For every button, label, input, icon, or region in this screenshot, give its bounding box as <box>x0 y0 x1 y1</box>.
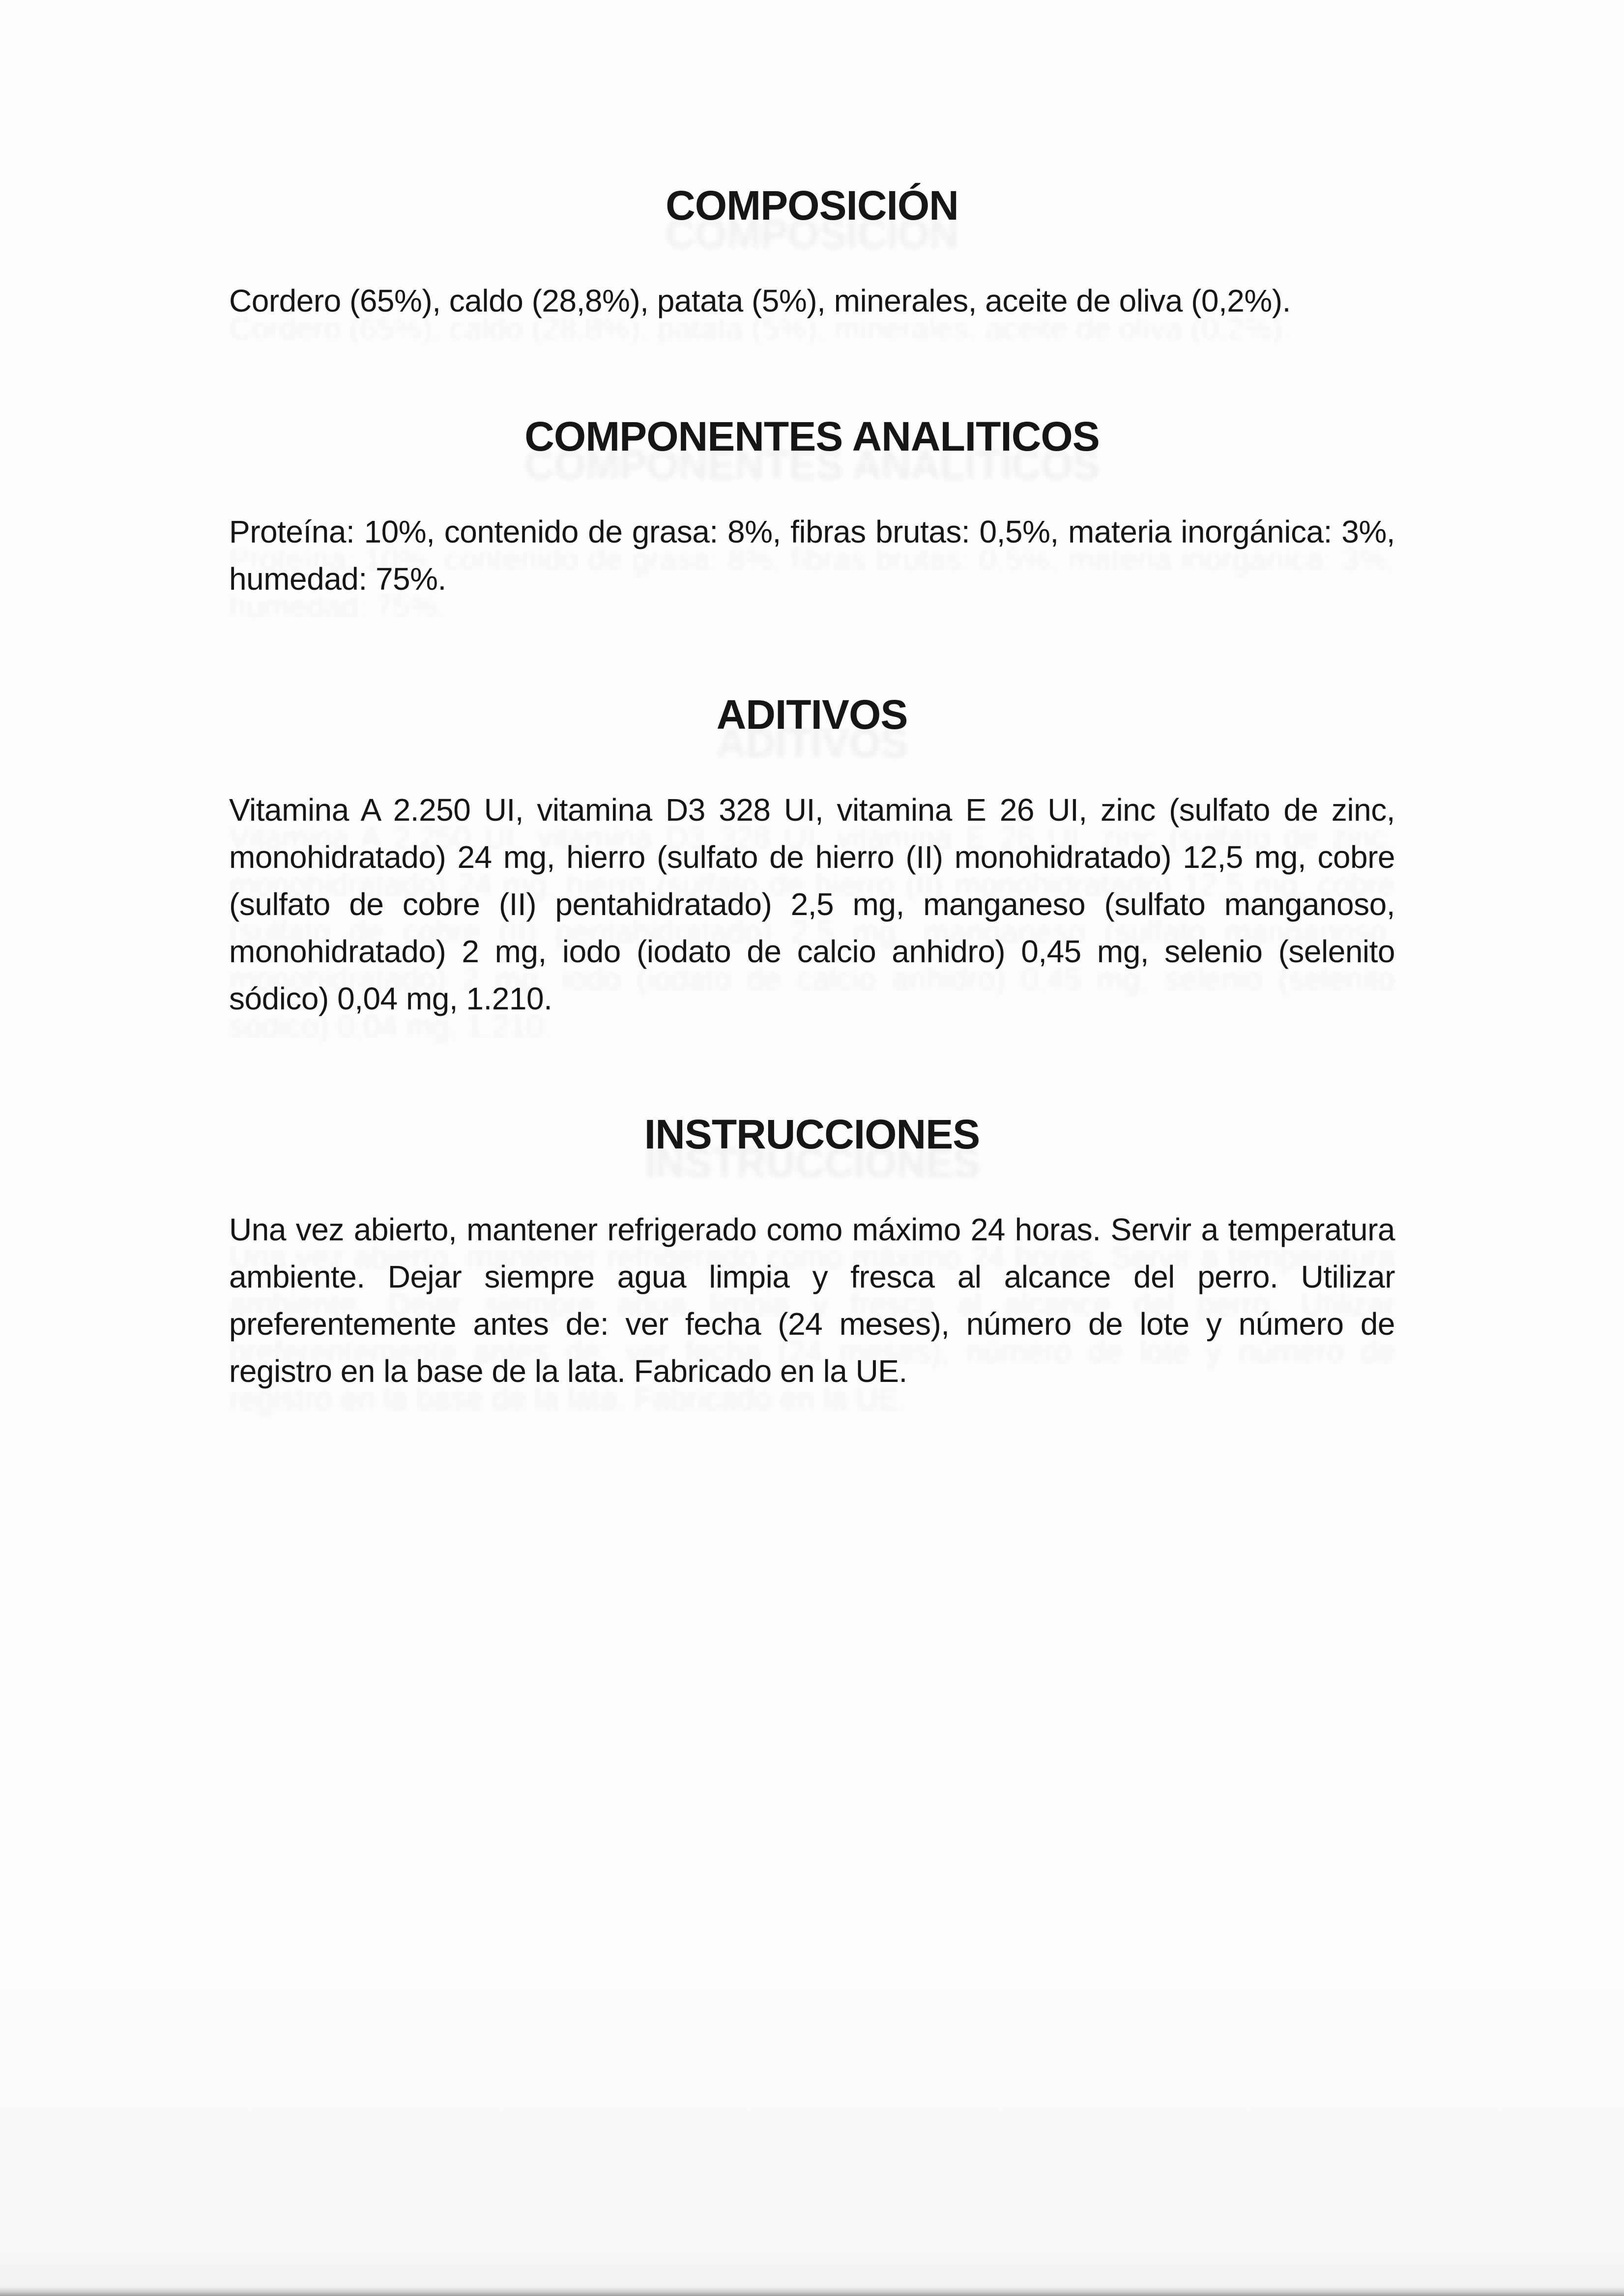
section-heading-componentes-analiticos: COMPONENTES ANALITICOS <box>524 413 1100 459</box>
section-heading-composicion: COMPOSICIÓN <box>666 182 958 229</box>
section-body-instrucciones: Una vez abierto, mantener refrigerado como máximo 24 horas. Servir a temperatura ambiente. Dejar siempre agua limpia y fresca al alcance del perro. Utilizar preferentemente antes de: ver fecha (24 meses), número de lote y número de registro en la base de la lata. Fabricado en la UE. <box>229 1212 1395 1389</box>
section-componentes-analiticos <box>229 412 1395 603</box>
section-heading-aditivos: ADITIVOS <box>716 691 908 738</box>
section-body-aditivos: Vitamina A 2.250 UI, vitamina D3 328 UI, vitamina E 26 UI, zinc (sulfato de zinc, monohidratado) 24 mg, hierro (sulfato de hierro (II) monohidratado) 12,5 mg, cobre (sulfato de cobre (II) pentahidratado) 2,5 mg, manganeso (sulfato manganoso, monohidratado) 2 mg, iodo (iodato de calcio anhidro) 0,45 mg, selenio (selenito sódico) 0,04 mg, 1.210. <box>229 792 1395 1016</box>
section-instrucciones <box>229 1110 1395 1395</box>
section-body-composicion: Cordero (65%), caldo (28,8%), patata (5%), minerales, aceite de oliva (0,2%). <box>229 283 1291 318</box>
scan-bottom-edge-artifact <box>0 2287 1624 2296</box>
section-aditivos <box>229 690 1395 1022</box>
section-body-componentes-analiticos: Proteína: 10%, contenido de grasa: 8%, fibras brutas: 0,5%, materia inorgánica: 3%, humedad: 75%. <box>229 514 1395 597</box>
section-heading-instrucciones: INSTRUCCIONES <box>644 1111 980 1157</box>
section-composicion <box>229 181 1395 324</box>
document-content <box>229 181 1395 1395</box>
